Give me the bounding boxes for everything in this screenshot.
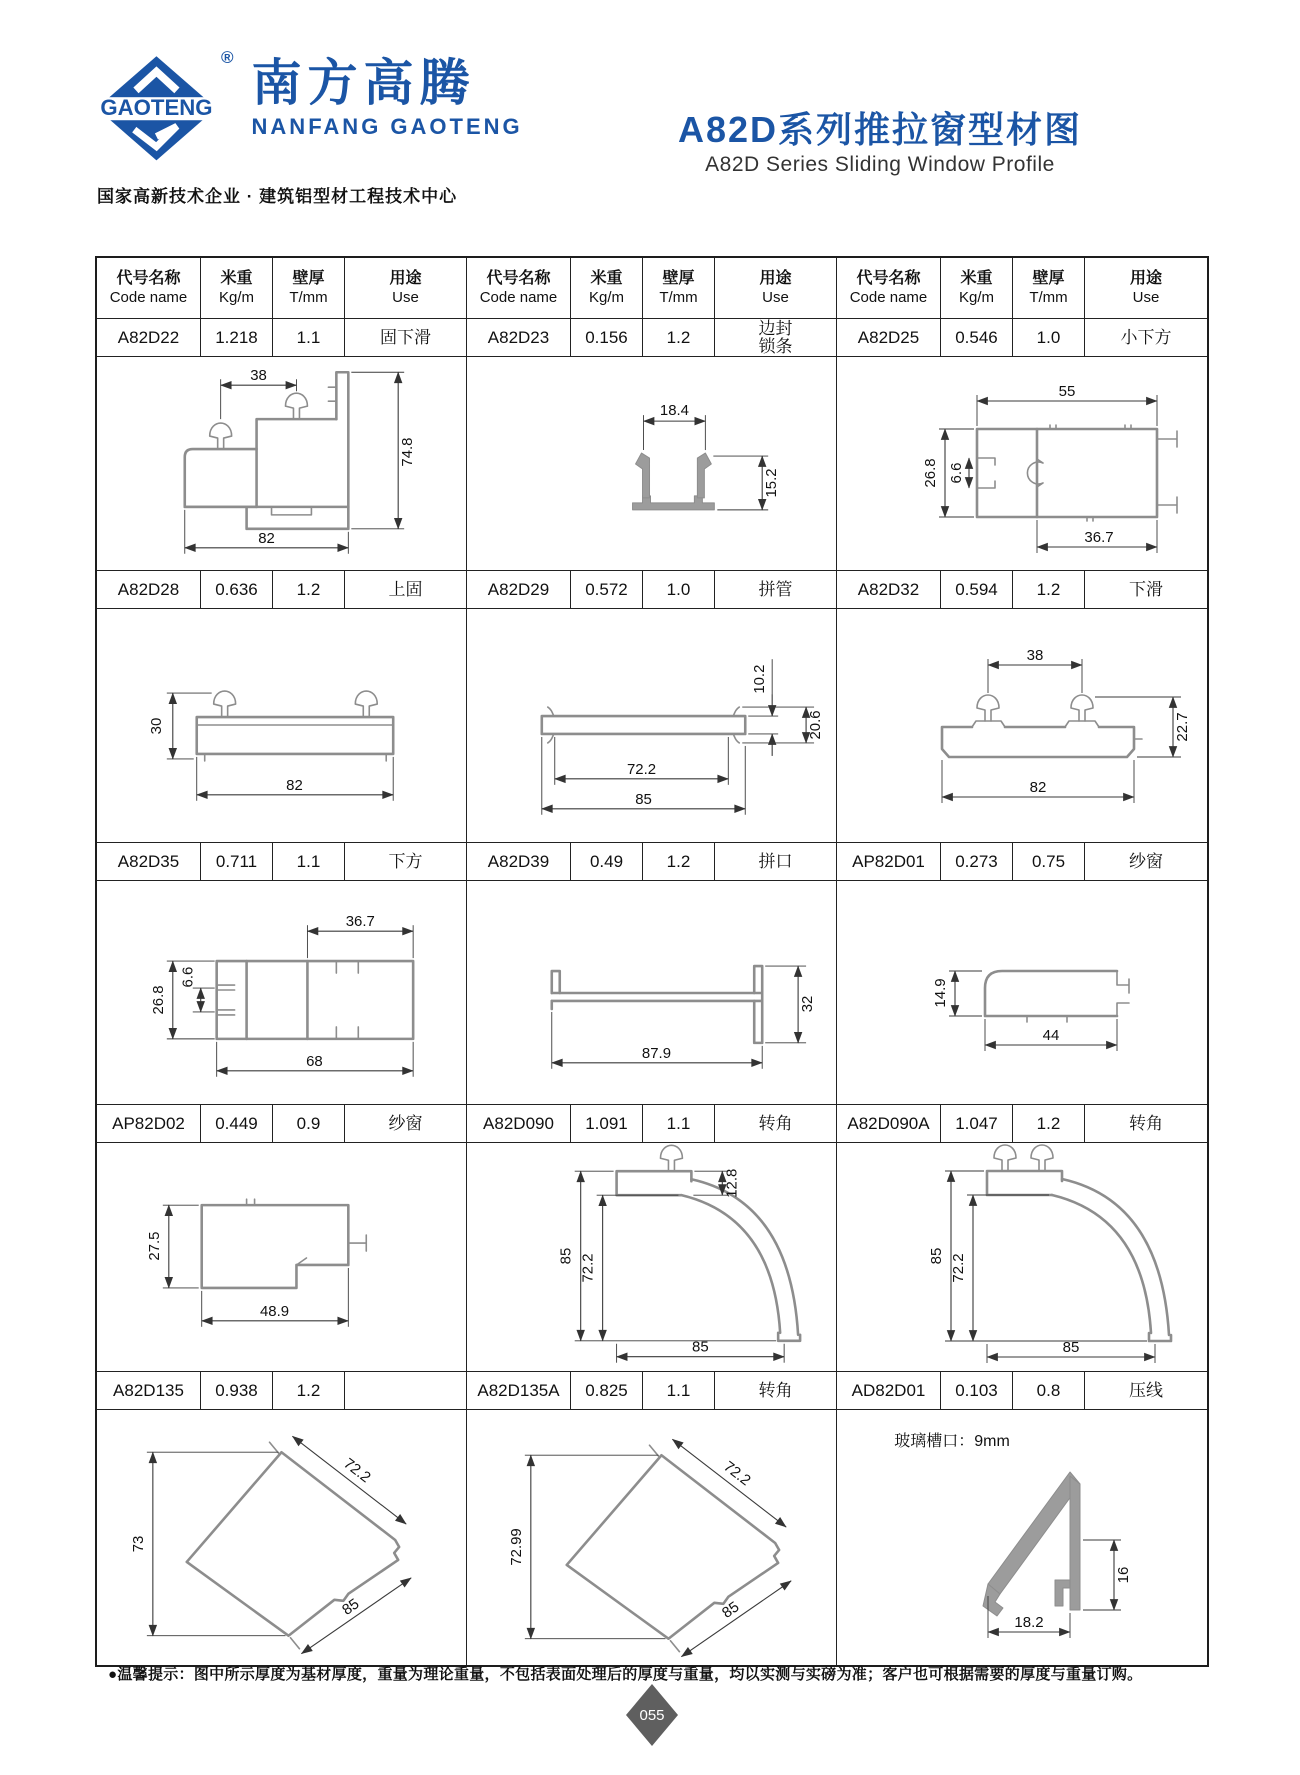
table-row <box>97 1371 1207 1410</box>
drawing-ap82d02 <box>97 1143 467 1371</box>
company-name-en: NANFANG GAOTENG <box>251 114 523 139</box>
page-number: 055 <box>639 1707 665 1724</box>
profile-thickness: 1.2 <box>273 1372 345 1409</box>
dim-label: 72.2 <box>720 1457 754 1490</box>
profile-weight: 0.546 <box>941 319 1013 356</box>
page-title-en: A82D Series Sliding Window Profile <box>705 153 1055 177</box>
dim-label: 38 <box>250 367 267 385</box>
drawing-a82d39 <box>467 881 837 1104</box>
company-name-zh: 南方高腾 <box>251 55 476 111</box>
col-header-thickness: 壁厚 T/mm <box>273 258 345 318</box>
profile-code: AP82D01 <box>837 843 941 880</box>
drawing-a82d25 <box>837 357 1207 570</box>
profile-weight: 1.091 <box>571 1105 643 1142</box>
page-title-zh: A82D系列推拉窗型材图 <box>677 109 1083 150</box>
drawing-a82d28 <box>97 609 467 842</box>
profile-code: A82D39 <box>467 843 571 880</box>
profile-weight: 0.938 <box>201 1372 273 1409</box>
dim-label: 12.8 <box>723 1168 741 1198</box>
dim-label: 38 <box>1026 647 1044 664</box>
profile-weight: 0.156 <box>571 319 643 356</box>
dim-label: 18.2 <box>1014 1614 1044 1631</box>
drawing-a82d32 <box>837 609 1207 842</box>
drawing-a82d090 <box>467 1143 837 1371</box>
profile-thickness: 1.2 <box>1013 571 1085 608</box>
dim-label: 10.2 <box>751 664 769 694</box>
dim-label: 82 <box>286 776 303 794</box>
profile-use: 下方 <box>345 843 467 880</box>
footer-note: ●温馨提示：图中所示厚度为基材厚度，重量为理论重量，不包括表面处理后的厚度与重量，均以实测与实磅为准；客户也可根据需要的厚度与重量订购。 <box>108 1666 1143 1683</box>
profile-weight: 0.636 <box>201 571 273 608</box>
dim-label: 72.99 <box>507 1528 525 1566</box>
profile-thickness: 1.1 <box>643 1105 715 1142</box>
dim-label: 85 <box>339 1595 363 1619</box>
dim-label: 36.7 <box>1084 529 1114 546</box>
profile-use: 上固 <box>345 571 467 608</box>
dim-label: 73 <box>129 1535 147 1553</box>
profile-thickness: 1.0 <box>1013 319 1085 356</box>
profile-code: A82D28 <box>97 571 201 608</box>
dim-label: 72.2 <box>340 1454 374 1487</box>
diamond-icon <box>624 1682 680 1748</box>
drawing-a82d23 <box>467 357 837 570</box>
dim-label: 22.7 <box>1174 712 1191 742</box>
profile-thickness: 1.2 <box>643 843 715 880</box>
profile-thickness: 0.8 <box>1013 1372 1085 1409</box>
dim-label: 26.8 <box>149 985 167 1015</box>
dim-label: 36.7 <box>345 913 375 931</box>
dim-label: 85 <box>719 1598 743 1622</box>
col-header-weight: 米重 Kg/m <box>941 258 1013 318</box>
profile-thickness: 0.9 <box>273 1105 345 1142</box>
profile-code: AP82D02 <box>97 1105 201 1142</box>
profile-thickness: 1.1 <box>643 1372 715 1409</box>
profile-weight: 0.825 <box>571 1372 643 1409</box>
drawing-row <box>97 1143 1207 1371</box>
profile-weight: 1.218 <box>201 319 273 356</box>
dim-label: 32 <box>799 995 817 1013</box>
profile-thickness: 1.1 <box>273 843 345 880</box>
profile-weight: 0.572 <box>571 571 643 608</box>
col-header-weight: 米重 Kg/m <box>201 258 273 318</box>
dim-label: 18.4 <box>659 402 689 420</box>
col-header-code: 代号名称 Code name <box>467 258 571 318</box>
profile-code: A82D090A <box>837 1105 941 1142</box>
dim-label: 85 <box>1062 1339 1080 1356</box>
profile-code: A82D32 <box>837 571 941 608</box>
profile-weight: 0.449 <box>201 1105 273 1142</box>
profile-weight: 0.273 <box>941 843 1013 880</box>
dim-label: 48.9 <box>259 1302 290 1320</box>
profile-thickness: 1.0 <box>643 571 715 608</box>
table-row <box>97 842 1207 881</box>
profile-code: A82D22 <box>97 319 201 356</box>
drawing-a82d22 <box>97 357 467 570</box>
profile-table <box>95 256 1209 1667</box>
table-row <box>97 570 1207 609</box>
profile-use: 拼管 <box>715 571 837 608</box>
col-header-use: 用途 Use <box>345 258 467 318</box>
profile-thickness: 1.2 <box>1013 1105 1085 1142</box>
profile-code: AD82D01 <box>837 1372 941 1409</box>
table-header-row <box>97 258 1207 318</box>
dim-label: 15.2 <box>763 468 781 498</box>
page-title <box>650 108 1110 177</box>
dim-label: 14.9 <box>932 978 949 1008</box>
drawing-a82d35 <box>97 881 467 1104</box>
profile-use: 转角 <box>1129 1113 1163 1133</box>
dim-label: 27.5 <box>145 1231 163 1261</box>
profile-use: 纱窗 <box>1129 851 1163 871</box>
drawing-a82d29 <box>467 609 837 842</box>
profile-use: 下滑 <box>1129 579 1163 599</box>
profile-thickness: 1.2 <box>273 571 345 608</box>
profile-weight: 0.711 <box>201 843 273 880</box>
dim-label: 72.2 <box>950 1253 967 1283</box>
dim-label: 72.2 <box>626 760 657 778</box>
drawing-row <box>97 881 1207 1104</box>
table-row <box>97 1104 1207 1143</box>
page-number-badge <box>624 1682 680 1753</box>
profile-code: A82D135A <box>467 1372 571 1409</box>
drawing-row <box>97 609 1207 842</box>
dim-label: 82 <box>1029 779 1047 796</box>
dim-label: 74.8 <box>399 437 417 467</box>
profile-code: A82D135 <box>97 1372 201 1409</box>
dim-label: 87.9 <box>641 1044 672 1062</box>
dim-label: 26.8 <box>922 458 939 488</box>
dim-label: 72.2 <box>579 1253 597 1283</box>
dim-label: 6.6 <box>179 966 197 988</box>
glass-slot-note: 玻璃槽口：9mm <box>894 1433 1010 1450</box>
dim-label: 16 <box>1115 1566 1132 1584</box>
col-header-thickness: 壁厚 T/mm <box>1013 258 1085 318</box>
drawing-ad82d01 <box>837 1410 1207 1665</box>
dim-label: 85 <box>557 1247 575 1265</box>
dim-label: 82 <box>258 529 275 547</box>
profile-use: 固下滑 <box>345 319 467 356</box>
logo-text: GAOTENG <box>100 95 213 121</box>
profile-weight: 1.047 <box>941 1105 1013 1142</box>
dim-label: 20.6 <box>807 710 825 740</box>
profile-use: 边封锁条 <box>715 319 837 356</box>
profile-code: A82D23 <box>467 319 571 356</box>
profile-weight: 0.103 <box>941 1372 1013 1409</box>
dim-label: 85 <box>928 1247 945 1265</box>
profile-use: 拼口 <box>715 843 837 880</box>
dim-label: 55 <box>1058 383 1076 400</box>
col-header-code: 代号名称 Code name <box>837 258 941 318</box>
dim-label: 30 <box>147 717 165 735</box>
profile-use: 小下方 <box>1120 327 1172 347</box>
col-header-use: 用途 Use <box>715 258 837 318</box>
col-header-thickness: 壁厚 T/mm <box>643 258 715 318</box>
profile-code: A82D090 <box>467 1105 571 1142</box>
col-header-weight: 米重 Kg/m <box>571 258 643 318</box>
profile-code: A82D35 <box>97 843 201 880</box>
registered-mark: ® <box>221 48 234 67</box>
dim-label: 85 <box>635 790 652 808</box>
profile-thickness: 1.2 <box>643 319 715 356</box>
col-header-code: 代号名称 Code name <box>97 258 201 318</box>
drawing-row <box>97 1410 1207 1665</box>
dim-label: 6.6 <box>948 462 965 484</box>
profile-use: 压线 <box>1129 1380 1163 1400</box>
table-row <box>97 318 1207 357</box>
col-header-use: 用途 Use <box>1129 269 1162 306</box>
profile-use: 转角 <box>715 1372 837 1409</box>
company-tagline: 国家高新技术企业 · 建筑铝型材工程技术中心 <box>97 187 458 206</box>
profile-use: 转角 <box>715 1105 837 1142</box>
profile-weight: 0.594 <box>941 571 1013 608</box>
drawing-a82d135 <box>97 1410 467 1665</box>
profile-code: A82D25 <box>837 319 941 356</box>
profile-code: A82D29 <box>467 571 571 608</box>
dim-label: 68 <box>306 1052 323 1070</box>
logo-block <box>95 48 523 172</box>
profile-use <box>345 1372 467 1409</box>
dim-label: 85 <box>692 1338 709 1356</box>
profile-use: 纱窗 <box>345 1105 467 1142</box>
drawing-ap82d01 <box>837 881 1207 1104</box>
gaoteng-diamond-logo-icon <box>95 48 223 172</box>
drawing-a82d090a <box>837 1143 1207 1371</box>
profile-thickness: 0.75 <box>1013 843 1085 880</box>
dim-label: 44 <box>1042 1027 1060 1044</box>
profile-weight: 0.49 <box>571 843 643 880</box>
drawing-a82d135a <box>467 1410 837 1665</box>
profile-thickness: 1.1 <box>273 319 345 356</box>
drawing-row <box>97 357 1207 570</box>
